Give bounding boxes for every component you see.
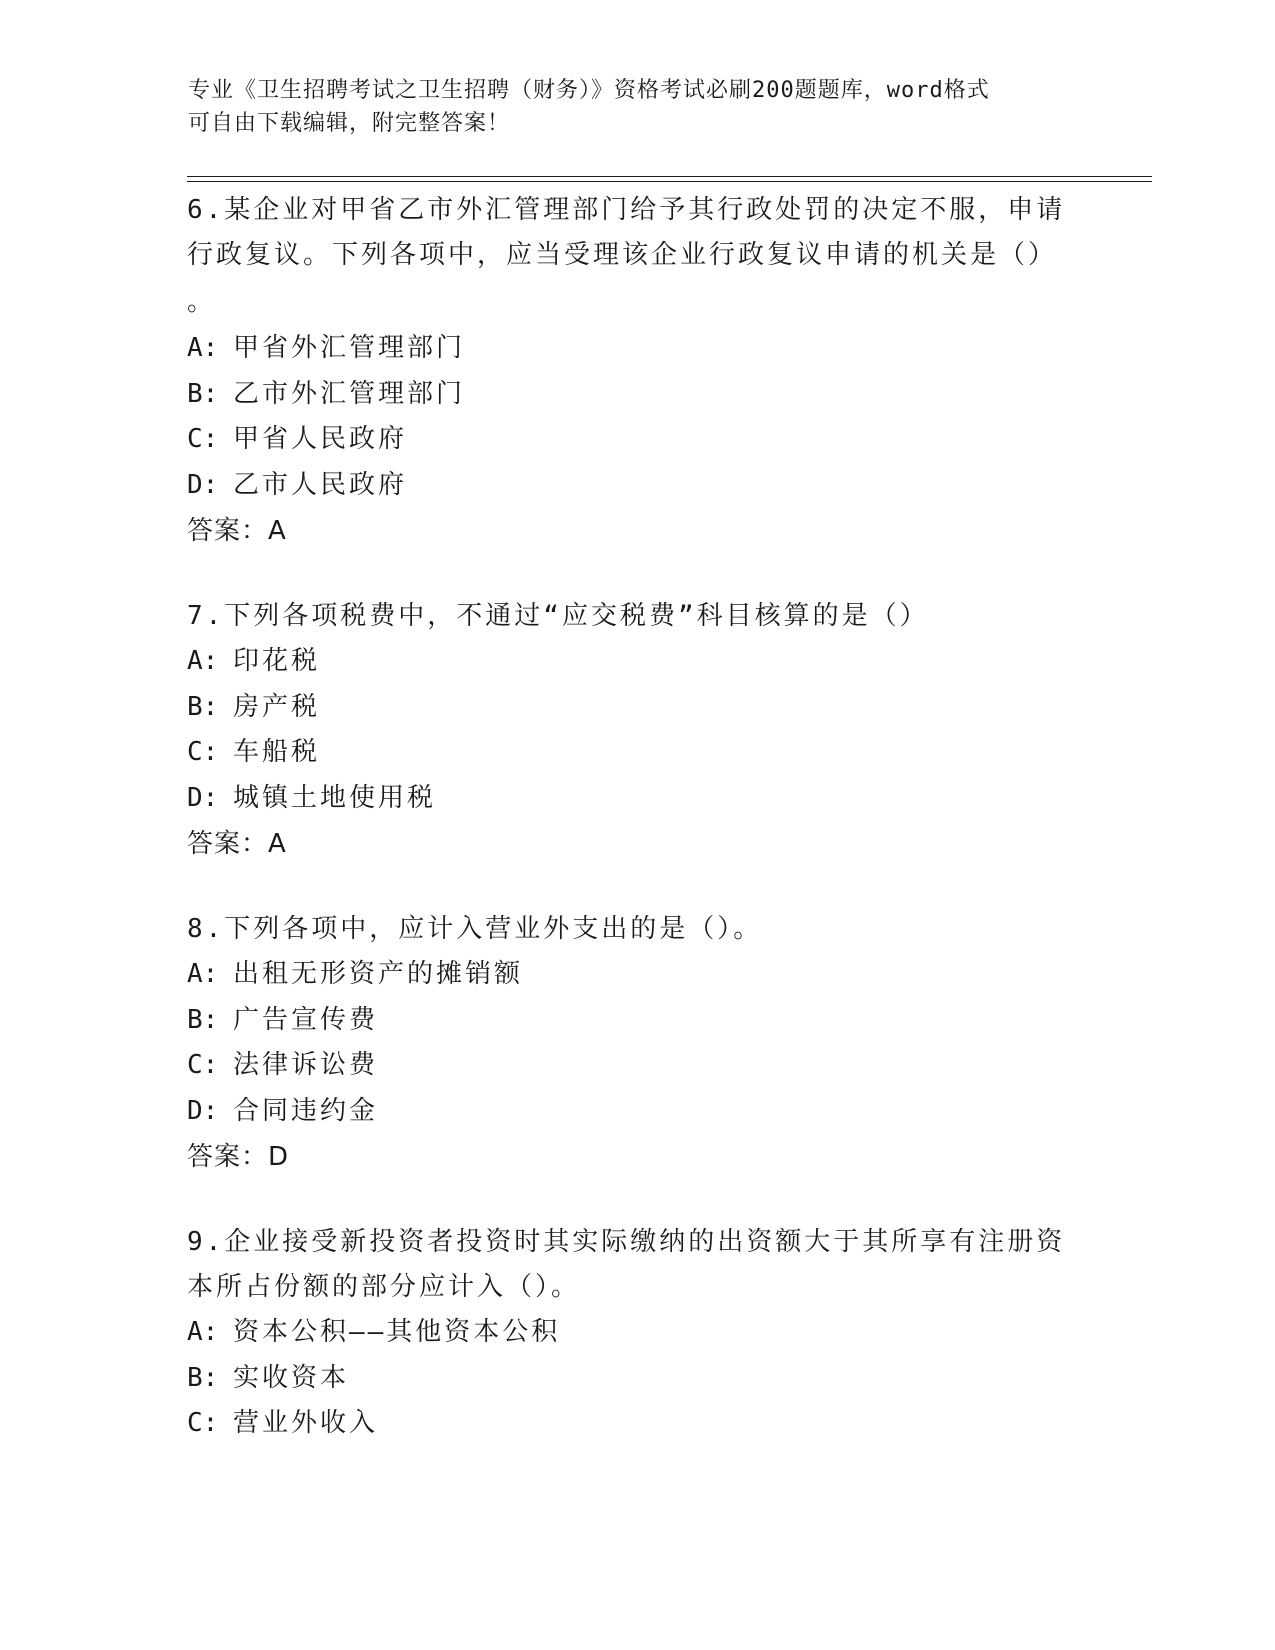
option-text: 出租无形资产的摊销额 — [233, 959, 524, 989]
option-text: 合同违约金 — [233, 1095, 379, 1126]
option-d — [187, 463, 1067, 509]
option-key: C: — [187, 1408, 219, 1438]
option-b — [187, 998, 1067, 1044]
option-key: D: — [187, 1095, 219, 1126]
answer: 答案：D — [187, 1142, 290, 1172]
option-b — [187, 1356, 1067, 1402]
option-text: 实收资本 — [233, 1362, 350, 1393]
option-text: 印花税 — [233, 646, 321, 676]
option-a — [187, 326, 1067, 372]
option-text: 车船税 — [233, 737, 321, 767]
option-text: 资本公积——其他资本公积 — [233, 1317, 561, 1347]
question-text: 7.下列各项税费中，不通过“应交税费”科目核算的是（） — [187, 601, 929, 631]
spacer — [187, 554, 1067, 594]
option-text: 法律诉讼费 — [233, 1050, 379, 1080]
option-text: 乙市人民政府 — [233, 469, 408, 500]
option-key: C: — [187, 424, 219, 454]
header-divider-bottom — [187, 181, 1152, 182]
question-9 — [187, 1220, 1067, 1447]
document-header — [188, 74, 1088, 140]
spacer — [187, 867, 1067, 907]
option-key: B: — [187, 1362, 219, 1393]
question-7 — [187, 594, 1067, 867]
option-a — [187, 639, 1067, 685]
option-text: 城镇土地使用税 — [233, 782, 437, 813]
option-a — [187, 1310, 1067, 1356]
question-text: 8.下列各项中，应计入营业外支出的是（）。 — [187, 914, 763, 944]
option-text: 营业外收入 — [233, 1408, 379, 1438]
option-key: B: — [187, 691, 219, 722]
question-text: 6.某企业对甲省乙市外汇管理部门给予其行政处罚的决定不服，申请行政复议。下列各项中，应当受理该企业行政复议申请的机关是（） — [187, 195, 1066, 270]
option-key: B: — [187, 1004, 219, 1035]
option-text: 甲省外汇管理部门 — [233, 333, 466, 363]
option-text: 乙市外汇管理部门 — [233, 378, 466, 409]
option-c — [187, 417, 1067, 463]
option-d — [187, 776, 1067, 822]
option-a — [187, 952, 1067, 998]
question-text-tail: 。 — [187, 287, 214, 317]
option-key: D: — [187, 782, 219, 813]
option-text: 房产税 — [233, 691, 321, 722]
header-line-2: 可自由下载编辑，附完整答案！ — [188, 111, 511, 136]
option-text: 广告宣传费 — [233, 1004, 379, 1035]
option-key: A: — [187, 959, 219, 989]
option-b — [187, 685, 1067, 731]
question-text: 9.企业接受新投资者投资时其实际缴纳的出资额大于其所享有注册资本所占份额的部分应计入（）。 — [187, 1227, 1066, 1302]
option-key: C: — [187, 737, 219, 767]
option-c — [187, 730, 1067, 776]
option-text: 甲省人民政府 — [233, 424, 408, 454]
header-divider-top — [187, 176, 1152, 177]
answer: 答案：A — [187, 516, 287, 546]
answer: 答案：A — [187, 829, 287, 859]
option-key: A: — [187, 646, 219, 676]
option-key: B: — [187, 378, 219, 409]
option-key: C: — [187, 1050, 219, 1080]
spacer — [187, 1180, 1067, 1220]
question-list — [187, 188, 1067, 1447]
question-6 — [187, 188, 1067, 554]
option-key: D: — [187, 469, 219, 500]
question-8 — [187, 907, 1067, 1180]
header-line-1: 专业《卫生招聘考试之卫生招聘（财务）》资格考试必刷200题题库，word格式 — [188, 78, 990, 103]
option-c — [187, 1043, 1067, 1089]
option-key: A: — [187, 333, 219, 363]
option-b — [187, 372, 1067, 418]
option-d — [187, 1089, 1067, 1135]
option-key: A: — [187, 1317, 219, 1347]
option-c — [187, 1401, 1067, 1447]
